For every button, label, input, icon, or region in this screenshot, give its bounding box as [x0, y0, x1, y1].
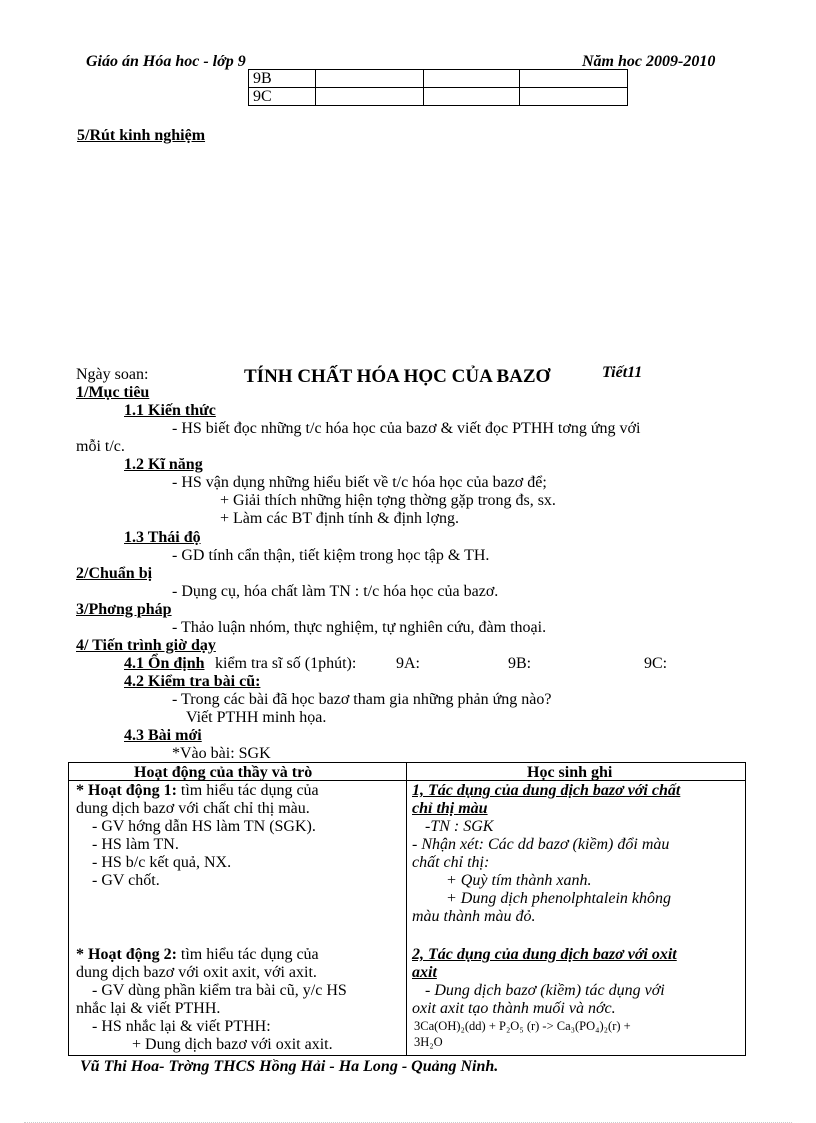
text-line: - Dụng cụ, hóa chất làm TN : t/c hóa học của bazơ. [172, 583, 499, 600]
text-span: tìm hiểu tác dụng của [176, 946, 319, 963]
text-line: nhắc lại & viết PTHH. [76, 1000, 221, 1017]
subsection-heading: 1.1 Kiến thức [124, 402, 216, 419]
column-header: Học sinh ghi [527, 764, 613, 781]
section-heading: 2/Chuẩn bị [76, 565, 153, 582]
text-line [76, 782, 319, 800]
subsection-heading: 4.2 Kiểm tra bài cũ: [124, 673, 261, 690]
text-line: - GV hớng dẫn HS làm TN (SGK). [92, 818, 316, 835]
subsection-heading: 4.1 Ổn định [124, 655, 205, 672]
tiet-label: Tiết11 [602, 364, 643, 381]
text-line: dung dịch bazơ với chất chỉ thị màu. [76, 800, 310, 817]
table-cell [316, 88, 424, 106]
text-line: + Quỳ tím thành xanh. [446, 872, 592, 889]
table-cell [520, 70, 628, 88]
note-title: 2, Tác dụng của dung dịch bazơ với oxit [412, 946, 677, 963]
table-cell [316, 70, 424, 88]
note-title: chỉ thị màu [412, 800, 488, 817]
section-heading: 5/Rút kinh nghiệm [77, 127, 206, 144]
activity-label: * Hoạt động 2: [76, 946, 177, 963]
text-line: - HS b/c kết quả, NX. [92, 854, 232, 871]
note-title: axit [412, 964, 437, 981]
subsection-heading: 1.2 Kĩ năng [124, 456, 203, 473]
text-line: + Giải thích những hiện tợng thờng gặp trong đs, sx. [220, 492, 556, 509]
section-heading: 1/Mục tiêu [76, 384, 150, 401]
text-line: màu thành màu đỏ. [412, 908, 536, 925]
text-line: kiểm tra sĩ số (1phút): [215, 655, 357, 672]
table-cell: 9C [249, 88, 316, 106]
text-line: - GV chốt. [92, 872, 160, 889]
subsection-heading: 4.3 Bài mới [124, 727, 202, 744]
section-heading: 4/ Tiến trình giờ dạy [76, 637, 216, 654]
attendance-table [248, 69, 628, 106]
footer: Vũ Thi Hoa- Trờng THCS Hồng Hải - Ha Long - Quảng Ninh. [80, 1058, 499, 1075]
text-line: + Làm các BT định tính & định lợng. [220, 510, 459, 527]
text-line: - Thảo luận nhóm, thực nghiệm, tự nghiên cứu, đàm thoại. [172, 619, 547, 636]
text-line: -TN : SGK [425, 818, 494, 835]
activity-label: * Hoạt động 1: [76, 782, 177, 799]
table-cell [520, 88, 628, 106]
text-line: - Nhận xét: Các dd bazơ (kiềm) đổi màu [412, 836, 670, 853]
text-line: + Dung dịch bazơ với oxit axit. [132, 1036, 333, 1053]
page-title: TÍNH CHẤT HÓA HỌC CỦA BAZƠ [244, 366, 551, 387]
table-cell: 9B [249, 70, 316, 88]
table-row [249, 88, 628, 106]
section-heading: 3/Phơng pháp [76, 601, 172, 618]
class-9c: 9C: [644, 655, 668, 672]
text-line: - HS vận dụng những hiểu biết về t/c hóa học của bazơ để; [172, 474, 547, 491]
table-cell [424, 70, 520, 88]
text-line: Viết PTHH minh họa. [186, 709, 327, 726]
header-right: Năm hoc 2009-2010 [582, 53, 716, 70]
text-line: - HS làm TN. [92, 836, 179, 853]
class-9a: 9A: [396, 655, 420, 672]
text-line: + Dung dịch phenolphtalein không [446, 890, 671, 907]
text-line: *Vào bài: SGK [172, 745, 271, 762]
text-line: - HS biết đọc những t/c hóa học của bazơ & viết đọc PTHH tơng ứng với [172, 420, 641, 437]
note-title: 1, Tác dụng của dung dịch bazơ với chất [412, 782, 681, 799]
text-line: dung dịch bazơ với oxit axit, với axit. [76, 964, 317, 981]
text-line: - GV dùng phần kiểm tra bài cũ, y/c HS [92, 982, 347, 999]
text-line: chất chỉ thị: [412, 854, 490, 871]
table-row [249, 70, 628, 88]
table-cell [424, 88, 520, 106]
text-line: - GD tính cẩn thận, tiết kiệm trong học tập & TH. [172, 547, 490, 564]
text-line [76, 946, 319, 964]
text-line: oxit axit tạo thành muối và nớc. [412, 1000, 616, 1017]
subsection-heading: 1.3 Thái độ [124, 529, 201, 546]
class-9b: 9B: [508, 655, 532, 672]
text-span: tìm hiểu tác dụng của [176, 782, 319, 799]
header-left: Giáo án Hóa hoc - lớp 9 [86, 53, 246, 70]
column-header: Hoạt động của thầy và trò [134, 764, 313, 781]
text-line: - Trong các bài đã học bazơ tham gia những phản ứng nào? [172, 691, 552, 708]
equation: 3Ca(OH)₂(dd) + P₂O₅ (r) -> Ca₃(PO₄)₂(r) + [414, 1019, 631, 1033]
divider [406, 763, 407, 1055]
text-line: - HS nhắc lại & viết PTHH: [92, 1018, 271, 1035]
ngay-soan: Ngày soan: [76, 366, 149, 383]
text-line: - Dung dịch bazơ (kiềm) tác dụng với [425, 982, 665, 999]
equation: 3H₂O [414, 1035, 443, 1049]
text-line: mỗi t/c. [76, 438, 125, 455]
lesson-table [68, 762, 746, 1056]
